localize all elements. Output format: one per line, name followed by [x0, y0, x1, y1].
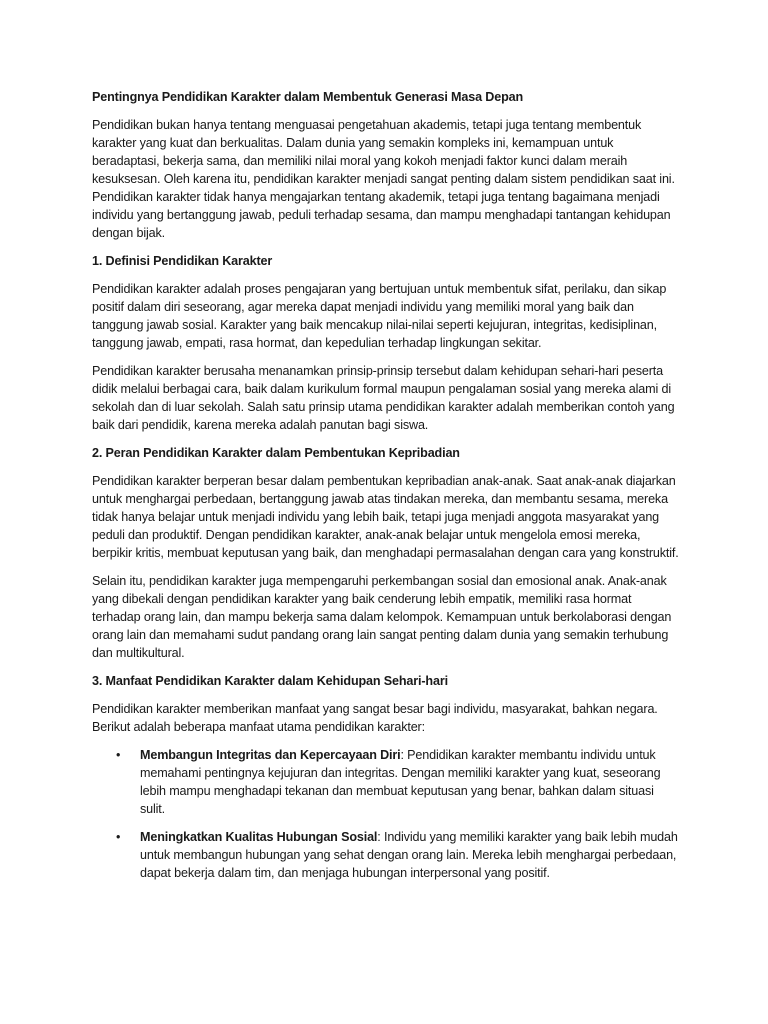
list-item: [92, 746, 682, 818]
section-peran: [92, 444, 682, 662]
paragraph: Pendidikan karakter berusaha menanamkan prinsip-prinsip tersebut dalam kehidupan sehari-hari peserta didik melalui berbagai cara, baik dalam kurikulum formal maupun pengalaman sosial yang mereka alami di sekolah dan di luar sekolah. Salah satu prinsip utama pendidikan karakter adalah memberikan contoh yang baik dari pendidik, karena mereka adalah panutan bagi siswa.: [92, 364, 675, 432]
list-item: [92, 828, 682, 882]
benefits-list: [92, 746, 682, 882]
list-item-text: : Pendidikan karakter membantu individu untuk memahami pentingnya kejujuran dan integritas. Dengan memiliki karakter yang kuat, seseorang lebih mampu menghadapi tekanan dan membuat keputusan yang benar, bahkan dalam situasi sulit.: [140, 748, 661, 816]
bullet-icon: •: [116, 748, 121, 762]
paragraph: Pendidikan karakter berperan besar dalam pembentukan kepribadian anak-anak. Saat anak-anak diajarkan untuk menghargai perbedaan, bertanggung jawab atas tindakan mereka, dan membantu sesama, mereka tidak hanya belajar untuk menjadi individu yang lebih baik, tetapi juga menjadi anggota masyarakat yang peduli dan produktif. Dengan pendidikan karakter, anak-anak belajar untuk mengelola emosi mereka, berpikir kritis, membuat keputusan yang baik, dan menghadapi permasalahan dengan cara yang konstruktif.: [92, 474, 679, 560]
paragraph: Pendidikan karakter memberikan manfaat yang sangat besar bagi individu, masyarakat, bahkan negara. Berikut adalah beberapa manfaat utama pendidikan karakter:: [92, 702, 658, 734]
section-heading: 2. Peran Pendidikan Karakter dalam Pembentukan Kepribadian: [92, 446, 460, 460]
intro-paragraph: Pendidikan bukan hanya tentang menguasai pengetahuan akademis, tetapi juga tentang membentuk karakter yang kuat dan berkualitas. Dalam dunia yang semakin kompleks ini, kemampuan untuk beradaptasi, bekerja sama, dan memiliki nilai moral yang kokoh menjadi faktor kunci dalam meraih kesuksesan. Oleh karena itu, pendidikan karakter menjadi sangat penting dalam sistem pendidikan saat ini. Pendidikan karakter tidak hanya mengajarkan tentang akademik, tetapi juga tentang bagaimana menjadi individu yang bertanggung jawab, peduli terhadap sesama, dan mampu menghadapi tantangan kehidupan dengan bijak.: [92, 118, 675, 240]
list-item-lead: Membangun Integritas dan Kepercayaan Diri: [140, 748, 401, 762]
list-item-lead: Meningkatkan Kualitas Hubungan Sosial: [140, 830, 378, 844]
bullet-icon: •: [116, 830, 121, 844]
section-definisi: [92, 252, 682, 434]
paragraph: Pendidikan karakter adalah proses pengajaran yang bertujuan untuk membentuk sifat, perilaku, dan sikap positif dalam diri seseorang, agar mereka dapat menjadi individu yang memiliki moral yang baik dan tanggung jawab sosial. Karakter yang baik mencakup nilai-nilai seperti kejujuran, integritas, kedisiplinan, tanggung jawab, empati, rasa hormat, dan kepedulian terhadap lingkungan sekitar.: [92, 282, 667, 350]
section-heading: 3. Manfaat Pendidikan Karakter dalam Kehidupan Sehari-hari: [92, 674, 448, 688]
document-page: [92, 88, 682, 892]
section-heading: 1. Definisi Pendidikan Karakter: [92, 254, 273, 268]
section-manfaat: [92, 672, 682, 882]
paragraph: Selain itu, pendidikan karakter juga mempengaruhi perkembangan sosial dan emosional anak. Anak-anak yang dibekali dengan pendidikan karakter yang baik cenderung lebih empatik, memiliki rasa hormat terhadap orang lain, dan mampu bekerja sama dalam kelompok. Kemampuan untuk berkolaborasi dengan orang lain dan memahami sudut pandang orang lain sangat penting dalam dunia yang semakin terhubung dan multikultural.: [92, 574, 672, 660]
list-item-text: : Individu yang memiliki karakter yang baik lebih mudah untuk membangun hubungan yang sehat dengan orang lain. Mereka lebih menghargai perbedaan, dapat bekerja dalam tim, dan menjaga hubungan interpersonal yang positif.: [140, 830, 678, 880]
document-title: Pentingnya Pendidikan Karakter dalam Membentuk Generasi Masa Depan: [92, 90, 524, 104]
